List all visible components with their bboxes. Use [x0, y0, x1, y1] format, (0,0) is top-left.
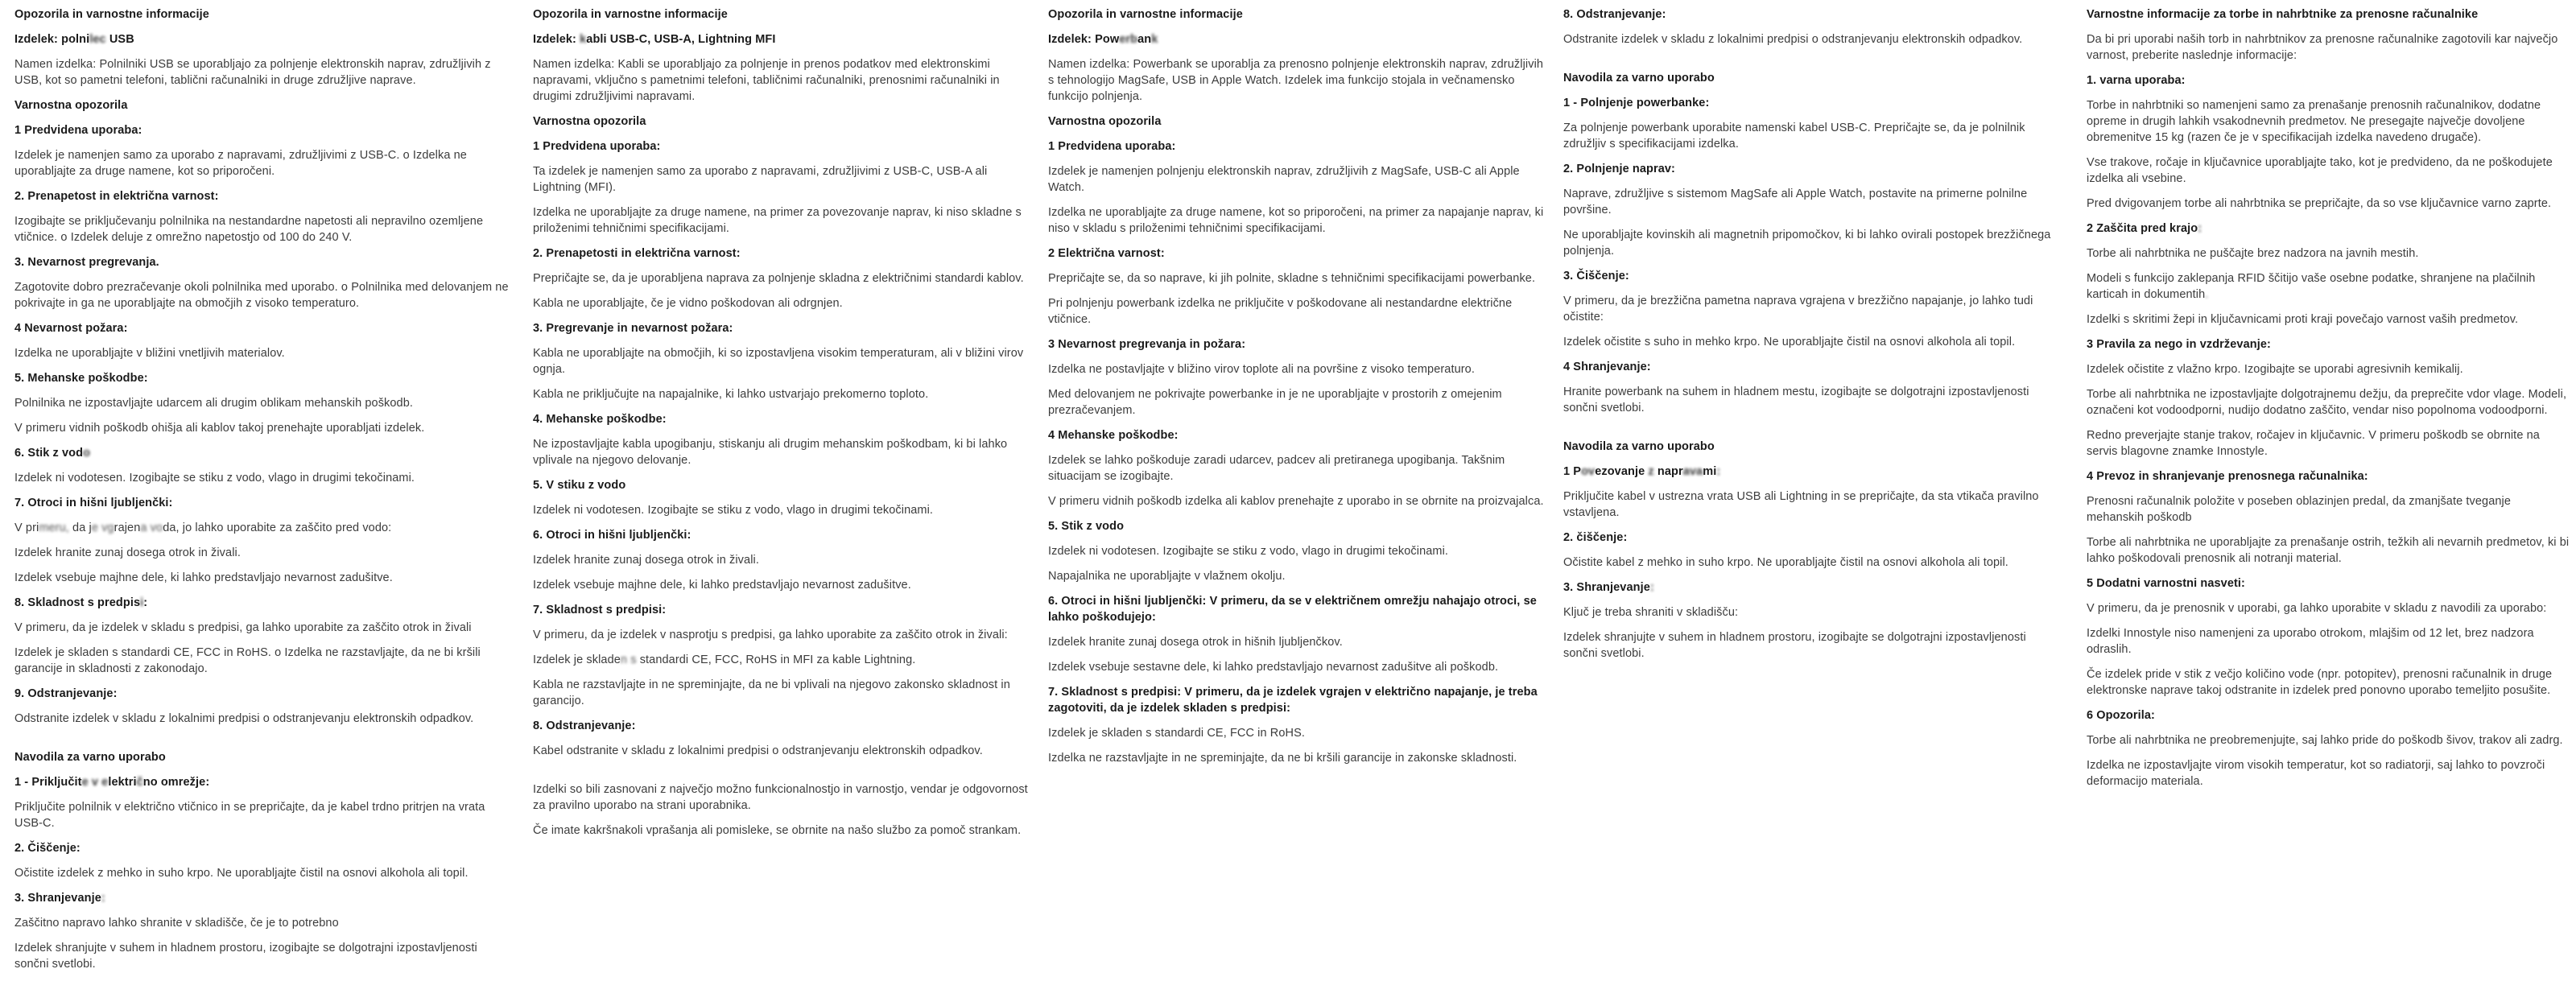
section-heading: 2 Električna varnost: — [1048, 247, 1165, 260]
paragraph: Polnilnika ne izpostavljajte udarcem ali drugim oblikam mehanskih poškodb. — [14, 397, 414, 410]
section-heading: 2. Čiščenje: — [14, 842, 80, 855]
column-2 — [533, 6, 1032, 847]
paragraph: Prepričajte se, da je uporabljena naprava za polnjenje skladna z električnimi standardi kablov. — [533, 272, 1024, 285]
section-heading: 8. Odstranjevanje: — [533, 719, 636, 732]
smudged-text: i — [140, 596, 144, 609]
paragraph: Zagotovite dobro prezračevanje okoli polnilnika med uporabo. o Polnilnika med delovanjem ne pokrivajte in ga ne uporabljajte na območjih z visoko temperaturo. — [14, 281, 509, 310]
paragraph: Ta izdelek je namenjen samo za uporabo z napravami, združljivimi z USB-C, USB-A ali Lightning (MFI). — [533, 165, 988, 194]
paragraph: Izogibajte se priključevanju polnilnika na nestandardne napetosti ali nepravilno ozemljene vtičnice. o Izdelek deluje z omrežno napetostjo od 100 do 240 V. — [14, 215, 484, 244]
paragraph: Kabla ne uporabljajte, če je vidno poškodovan ali odrgnjen. — [533, 297, 843, 310]
column-5 — [2087, 6, 2570, 798]
section-heading: 7. Skladnost s predpisi: V primeru, da je izdelek vgrajen v električno napajanje, je treba zagotoviti, da je izdelek skladen s predpisi: — [1048, 686, 1538, 715]
paragraph: Torbe ali nahrbtnika ne preobremenjujte, saj lahko pride do poškodb šivov, trakov ali zadrg. — [2087, 734, 2563, 747]
paragraph: Izdelek je skladen s standardi CE, FCC in RoHS. — [1048, 727, 1305, 740]
paragraph: Izdelek hranite zunaj dosega otrok in živali. — [533, 554, 759, 567]
smudged-text: č — [136, 776, 143, 789]
smudged-text: : — [2198, 222, 2202, 235]
paragraph: Torbe ali nahrbtnika ne izpostavljajte dolgotrajnemu dežju, da preprečite vdor vlage. Modeli, označeni kot vodoodporni, nudijo dodatno zaščito, vendar niso popolnoma vodoodporni. — [2087, 388, 2567, 417]
paragraph: Izdelek ni vodotesen. Izogibajte se stiku z vodo, vlago in drugimi tekočinami. — [533, 504, 934, 517]
section-heading: 8. Skladnost s predpisi: — [14, 596, 148, 609]
smudged-text: . — [2205, 288, 2209, 301]
section-heading: 3. Čiščenje: — [1563, 270, 1629, 282]
section-heading: Varnostne informacije za torbe in nahrbtnike za prenosne računalnike — [2087, 8, 2479, 21]
paragraph: Namen izdelka: Kabli se uporabljajo za polnjenje in prenos podatkov med elektronskimi napravami, vključno s pametnimi telefoni, tabličnimi računalniki, prenosnimi računalniki in drugimi združljivimi napravami. — [533, 58, 1000, 103]
paragraph: Izdelek vsebuje majhne dele, ki lahko predstavljajo nevarnost zadušitve. — [14, 571, 393, 584]
smudged-text: a vo — [140, 522, 163, 534]
paragraph: V primeru, da je vgrajena voda, jo lahko uporabite za zaščito pred vodo: — [14, 522, 392, 534]
section-heading: Varnostna opozorila — [1048, 115, 1162, 128]
smudged-text: erb — [1119, 33, 1138, 46]
paragraph: Očistite kabel z mehko in suho krpo. Ne uporabljajte čistil na osnovi alkohola ali topil. — [1563, 556, 2008, 569]
section-heading: 5 Dodatni varnostni nasveti: — [2087, 577, 2245, 590]
paragraph: V primeru, da je izdelek v skladu s predpisi, ga lahko uporabite za zaščito otrok in živali — [14, 621, 472, 634]
paragraph: Kabla ne priključujte na napajalnike, ki lahko ustvarjajo prekomerno toploto. — [533, 388, 929, 401]
paragraph: Očistite izdelek z mehko in suho krpo. Ne uporabljajte čistil na osnovi alkohola ali topil. — [14, 867, 469, 880]
paragraph: Izdelka ne uporabljajte za druge namene, na primer za povezovanje naprav, ki niso skladne s priloženimi tehničnimi specifikacijami. — [533, 206, 1022, 235]
paragraph: Če izdelek pride v stik z večjo količino vode (npr. potopitev), prenosni računalnik in druge elektronske naprave takoj odstranite in izdelek pred ponovno uporabo temeljito posušite. — [2087, 668, 2553, 697]
smudged-text: e vg — [91, 522, 114, 534]
section-heading: 5. Mehanske poškodbe: — [14, 372, 148, 385]
paragraph: Če imate kakršnakoli vprašanja ali pomisleke, se obrnite na našo službo za pomoč strankam. — [533, 824, 1022, 837]
paragraph: Da bi pri uporabi naših torb in nahrbtnikov za prenosne računalnike zagotovili kar največjo varnost, preberite naslednje informacije: — [2087, 33, 2558, 62]
smudged-text: lec — [89, 33, 106, 46]
paragraph: Izdelek vsebuje majhne dele, ki lahko predstavljajo nevarnost zadušitve. — [533, 579, 911, 592]
section-heading: 7. Skladnost s predpisi: — [533, 604, 667, 616]
paragraph: Med delovanjem ne pokrivajte powerbanke in je ne uporabljajte v prostorih z omejenim prezračevanjem. — [1048, 388, 1502, 417]
smudged-text: meru, — [39, 522, 69, 534]
paragraph: Pri polnjenju powerbank izdelka ne priključite v poškodovane ali nestandardne električne vtičnice. — [1048, 297, 1513, 326]
paragraph: Namen izdelka: Polnilniki USB se uporabljajo za polnjenje elektronskih naprav, združljivih z USB, kot so pametni telefoni, tablični računalniki in druge združljive naprave. — [14, 58, 491, 87]
section-heading: 5. Stik z vodo — [1048, 520, 1125, 533]
section-heading: Navodila za varno uporabo — [14, 751, 166, 764]
smudged-text: n s — [620, 653, 637, 666]
smudged-text: ov — [1581, 465, 1596, 478]
section-heading: 5. V stiku z vodo — [533, 479, 626, 492]
paragraph: Napajalnika ne uporabljajte v vlažnem okolju. — [1048, 570, 1286, 583]
section-heading: Varnostna opozorila — [533, 115, 646, 128]
section-heading: 3 Nevarnost pregrevanja in požara: — [1048, 338, 1246, 351]
smudged-text: k — [1151, 33, 1158, 46]
paragraph: Ne izpostavljajte kabla upogibanju, stiskanju ali drugim mehanskim poškodbam, ki bi lahko vplivale na njegovo delovanje. — [533, 438, 1008, 467]
section-heading: 1 Povezovanje z napravami: — [1563, 465, 1721, 478]
section-heading: 3. Nevarnost pregrevanja. — [14, 256, 159, 269]
section-heading: Izdelek: kabli USB-C, USB-A, Lightning MFI — [533, 33, 776, 46]
section-heading: 4 Nevarnost požara: — [14, 322, 128, 335]
section-heading: 1 Predvidena uporaba: — [533, 140, 661, 153]
section-heading: Izdelek: Powerbank — [1048, 33, 1158, 46]
section-heading: Navodila za varno uporabo — [1563, 440, 1715, 453]
smudged-text: z — [1648, 465, 1654, 478]
section-heading: 1 Predvidena uporaba: — [14, 124, 142, 137]
paragraph: Izdelka ne razstavljajte in ne spreminjajte, da ne bi kršili garancije in zakonske skladnosti. — [1048, 752, 1517, 765]
paragraph: Prepričajte se, da so naprave, ki jih polnite, skladne s tehničnimi specifikacijami powerbanke. — [1048, 272, 1536, 285]
smudged-text: : — [1649, 581, 1654, 594]
section-heading: 4 Prevoz in shranjevanje prenosnega računalnika: — [2087, 470, 2368, 483]
section-heading: 2. Prenapetost in električna varnost: — [14, 190, 219, 203]
section-heading: Opozorila in varnostne informacije — [1048, 8, 1243, 21]
section-heading: 3. Shranjevanje: — [14, 892, 105, 905]
section-heading: 3. Shranjevanje: — [1563, 581, 1654, 594]
paragraph: V primeru, da je brezžična pametna naprava vgrajena v brezžično napajanje, jo lahko tudi očistite: — [1563, 295, 2033, 324]
section-heading: 1 - Priključite v električno omrežje: — [14, 776, 210, 789]
paragraph: Zaščitno napravo lahko shranite v skladišče, če je to potrebno — [14, 917, 339, 930]
paragraph: Namen izdelka: Powerbank se uporablja za prenosno polnjenje elektronskih naprav, združljivih s tehnologijo MagSafe, USB in Apple Watch. Izdelek ima funkcijo stojala in večnamensko funkcijo polnjenja. — [1048, 58, 1544, 103]
paragraph: Izdelek je skladen s standardi CE, FCC in RoHS. o Izdelka ne razstavljajte, da ne bi kršili garancije in skladnosti z zakonodajo. — [14, 646, 481, 675]
paragraph: Izdelek hranite zunaj dosega otrok in živali. — [14, 546, 241, 559]
paragraph: Naprave, združljive s sistemom MagSafe ali Apple Watch, postavite na primerne polnilne površine. — [1563, 188, 2028, 216]
paragraph: V primeru, da je prenosnik v uporabi, ga lahko uporabite v skladu z navodili za uporabo: — [2087, 602, 2547, 615]
section-heading: 1 - Polnjenje powerbanke: — [1563, 97, 1710, 109]
paragraph: Izdelek hranite zunaj dosega otrok in hišnih ljubljenčkov. — [1048, 636, 1343, 649]
paragraph: Izdelek ni vodotesen. Izogibajte se stiku z vodo, vlago in drugimi tekočinami. — [14, 472, 415, 484]
paragraph: V primeru, da je izdelek v nasprotju s predpisi, ga lahko uporabite za zaščito otrok in živali: — [533, 629, 1008, 641]
paragraph: V primeru vidnih poškodb ohišja ali kablov takoj prenehajte uporabljati izdelek. — [14, 422, 425, 435]
paragraph: V primeru vidnih poškodb izdelka ali kablov prenehajte z uporabo in se obrnite na proizvajalca. — [1048, 495, 1544, 508]
section-heading: 2. Prenapetosti in električna varnost: — [533, 247, 741, 260]
paragraph: Izdelka ne uporabljajte za druge namene, kot so priporočeni, na primer za napajanje naprav, ki niso v skladu s priloženimi tehničnimi specifikacijami. — [1048, 206, 1544, 235]
paragraph: Torbe ali nahrbtnika ne uporabljajte za prenašanje ostrih, težkih ali nevarnih predmetov, ki bi lahko poškodovali prenosnik ali notranji material. — [2087, 536, 2570, 565]
section-heading: Opozorila in varnostne informacije — [533, 8, 728, 21]
smudged-text: k — [580, 33, 587, 46]
paragraph: Izdelka ne izpostavljajte virom visokih temperatur, kot so radiatorji, saj lahko to povzroči deformacijo materiala. — [2087, 759, 2545, 788]
paragraph: Za polnjenje powerbank uporabite namenski kabel USB-C. Prepričajte se, da je polnilnik združljiv s specifikacijami izdelka. — [1563, 122, 2025, 150]
paragraph: Torbe in nahrbtniki so namenjeni samo za prenašanje prenosnih računalnikov, dodatne opreme in drugih lahkih vsakodnevnih predmetov. Ne presegajte največje dovoljene obremenitve 15 kg (razen če je v specifikacijah izdelka navedeno drugače). — [2087, 99, 2541, 144]
smudged-text: e v e — [81, 776, 109, 789]
paragraph: Izdelka ne postavljajte v bližino virov toplote ali na površine z visoko temperaturo. — [1048, 363, 1475, 376]
paragraph: Ključ je treba shraniti v skladišču: — [1563, 606, 1739, 619]
paragraph: Izdelek je namenjen polnjenju elektronskih naprav, združljivih z MagSafe, USB-C ali Apple Watch. — [1048, 165, 1520, 194]
section-heading: 2. čiščenje: — [1563, 531, 1628, 544]
column-4 — [1563, 6, 2062, 670]
paragraph: Izdelek shranjujte v suhem in hladnem prostoru, izogibajte se dolgotrajni izpostavljenosti sončni svetlobi. — [1563, 631, 2026, 660]
section-heading: 6 Opozorila: — [2087, 709, 2155, 722]
paragraph: Kabel odstranite v skladu z lokalnimi predpisi o odstranjevanju elektronskih odpadkov. — [533, 744, 983, 757]
paragraph: Izdelki Innostyle niso namenjeni za uporabo otrokom, mlajšim od 12 let, brez nadzora odraslih. — [2087, 627, 2534, 656]
paragraph: Prenosni računalnik položite v poseben oblazinjen predal, da zmanjšate tveganje mehanskih poškodb — [2087, 495, 2512, 524]
section-heading: 6. Otroci in hišni ljubljenčki: — [533, 529, 691, 542]
column-1 — [14, 6, 514, 981]
paragraph: Odstranite izdelek v skladu z lokalnimi predpisi o odstranjevanju elektronskih odpadkov. — [14, 712, 474, 725]
section-heading: 6. Stik z vodo — [14, 447, 91, 460]
smudged-text: o — [83, 447, 91, 460]
paragraph: Odstranite izdelek v skladu z lokalnimi predpisi o odstranjevanju elektronskih odpadkov. — [1563, 33, 2023, 46]
section-heading: 4 Shranjevanje: — [1563, 361, 1651, 373]
paragraph: Modeli s funkcijo zaklepanja RFID ščitijo vaše osebne podatke, shranjene na plačilnih karticah in dokumentih. — [2087, 272, 2536, 301]
paragraph: Vse trakove, ročaje in ključavnice uporabljajte tako, kot je predvideno, da ne poškodujete izdelka ali vsebine. — [2087, 156, 2553, 185]
paragraph: Pred dvigovanjem torbe ali nahrbtnika se prepričajte, da so vse ključavnice varno zaprte. — [2087, 197, 2552, 210]
section-heading: 4. Mehanske poškodbe: — [533, 413, 667, 426]
paragraph: Priključite polnilnik v električno vtičnico in se prepričajte, da je kabel trdno pritrjen na vrata USB-C. — [14, 801, 485, 830]
section-heading: 6. Otroci in hišni ljubljenčki: V primeru, da se v električnem omrežju nahajajo otroci, se lahko poškodujejo: — [1048, 595, 1537, 624]
section-heading: 1. varna uporaba: — [2087, 74, 2186, 87]
section-heading: Navodila za varno uporabo — [1563, 72, 1715, 85]
paragraph: Priključite kabel v ustrezna vrata USB ali Lightning in se prepričajte, da sta vtikača pravilno vstavljena. — [1563, 490, 2039, 519]
paragraph: Torbe ali nahrbtnika ne puščajte brez nadzora na javnih mestih. — [2087, 247, 2419, 260]
smudged-text: : — [101, 892, 105, 905]
section-heading: 8. Odstranjevanje: — [1563, 8, 1666, 21]
paragraph: Kabla ne razstavljajte in ne spreminjajte, da ne bi vplivali na njegovo zakonsko skladnost in garancijo. — [533, 678, 1010, 707]
section-heading: 3. Pregrevanje in nevarnost požara: — [533, 322, 733, 335]
paragraph: Hranite powerbank na suhem in hladnem mestu, izogibajte se dolgotrajni izpostavljenosti sončni svetlobi. — [1563, 385, 2029, 414]
section-heading: Varnostna opozorila — [14, 99, 128, 112]
paragraph: Izdelek očistite z vlažno krpo. Izogibajte se uporabi agresivnih kemikalij. — [2087, 363, 2463, 376]
section-heading: 2 Zaščita pred krajo: — [2087, 222, 2202, 235]
section-heading: 4 Mehanske poškodbe: — [1048, 429, 1179, 442]
paragraph: Izdelek očistite s suho in mehko krpo. Ne uporabljajte čistil na osnovi alkohola ali topil. — [1563, 336, 2016, 348]
smudged-text: : — [1716, 465, 1721, 478]
paragraph: Kabla ne uporabljajte na območjih, ki so izpostavljena visokim temperaturam, ali v bližini virov ognja. — [533, 347, 1024, 376]
section-heading: 3 Pravila za nego in vzdrževanje: — [2087, 338, 2271, 351]
section-heading: 7. Otroci in hišni ljubljenčki: — [14, 497, 173, 509]
paragraph: Ne uporabljajte kovinskih ali magnetnih pripomočkov, ki bi lahko ovirali postopek brezžičnega polnjenja. — [1563, 229, 2051, 258]
paragraph: Izdelek je namenjen samo za uporabo z napravami, združljivimi z USB-C. o Izdelka ne uporabljajte za druge namene, kot so priporočeni. — [14, 149, 467, 178]
paragraph: Izdelki so bili zasnovani z največjo možno funkcionalnostjo in varnostjo, vendar je odgovornost za pravilno uporabo na strani uporabnika. — [533, 783, 1028, 812]
paragraph: Izdelek ni vodotesen. Izogibajte se stiku z vodo, vlago in drugimi tekočinami. — [1048, 545, 1449, 558]
paragraph: Izdelek se lahko poškoduje zaradi udarcev, padcev ali pretiranega upogibanja. Takšnim situacijam se izogibajte. — [1048, 454, 1505, 483]
paragraph: Izdelek je skladen s standardi CE, FCC, RoHS in MFI za kable Lightning. — [533, 653, 916, 666]
paragraph: Izdelek vsebuje sestavne dele, ki lahko predstavljajo nevarnost zadušitve ali poškodb. — [1048, 661, 1499, 674]
paragraph: Redno preverjajte stanje trakov, ročajev in ključavnic. V primeru poškodb se obrnite na servis blagovne znamke Innostyle. — [2087, 429, 2540, 458]
section-heading: Opozorila in varnostne informacije — [14, 8, 209, 21]
section-heading: 9. Odstranjevanje: — [14, 687, 118, 700]
smudged-text: ava — [1682, 465, 1703, 478]
paragraph: Izdelki s skritimi žepi in ključavnicami proti kraji povečajo varnost vaših predmetov. — [2087, 313, 2519, 326]
paragraph: Izdelka ne uporabljajte v bližini vnetljivih materialov. — [14, 347, 285, 360]
section-heading: Izdelek: polnilec USB — [14, 33, 134, 46]
column-3 — [1048, 6, 1547, 775]
paragraph: Izdelek shranjujte v suhem in hladnem prostoru, izogibajte se dolgotrajni izpostavljenosti sončni svetlobi. — [14, 942, 477, 971]
section-heading: 2. Polnjenje naprav: — [1563, 163, 1675, 175]
section-heading: 1 Predvidena uporaba: — [1048, 140, 1176, 153]
